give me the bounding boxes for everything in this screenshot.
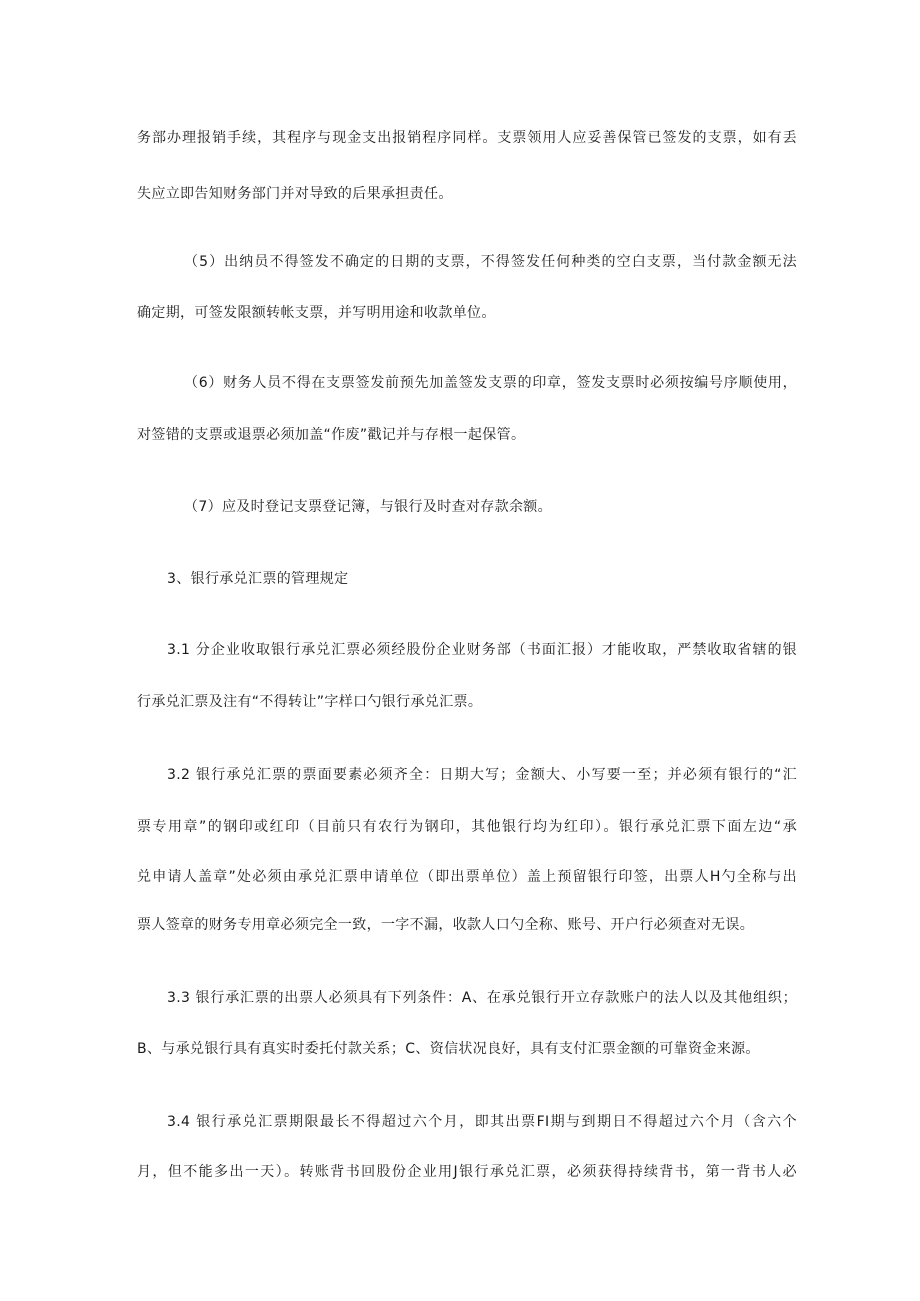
text-line: 失应立即告知财务部门并对导致的后果承担责任。 [137, 186, 453, 202]
text-line: （5）出纳员不得签发不确定的日期的支票，不得签发任何种类的空白支票，当付款金额无法 [184, 254, 797, 270]
section-heading: 3、银行承兑汇票的管理规定 [167, 571, 349, 587]
text-line: 行承兑汇票及注有“不得转让”字样口勺银行承兑汇票。 [137, 694, 483, 710]
text-line: 3.4 银行承兑汇票期限最长不得超过六个月，即其出票FI期与到期日不得超过六个月（含六个 [167, 1114, 797, 1130]
text-line: 务部办理报销手续，其程序与现金支出报销程序同样。支票领用人应妥善保管已签发的支票，如有丢 [137, 130, 797, 146]
text-line: （6）财务人员不得在支票签发前预先加盖签发支票的印章，签发支票时必须按编号序顺使用， [184, 375, 797, 391]
text-line: 票专用章”的钢印或红印（目前只有农行为钢印，其他银行均为红印）。银行承兑汇票下面左边“承 [137, 819, 797, 835]
text-line: 票人签章的财务专用章必须完全一致，一字不漏，收款人口勺全称、账号、开户行必须查对无误。 [137, 917, 755, 933]
text-line: 对签错的支票或退票必须加盖“作废”戳记并与存根一起保管。 [137, 427, 526, 443]
text-line: 3.3 银行承汇票的出票人必须具有下列条件：A、在承兑银行开立存款账户的法人以及其他组织； [167, 990, 797, 1006]
text-line: 3.1 分企业收取银行承兑汇票必须经股份企业财务部（书面汇报）才能收取，严禁收取省辖的银 [167, 642, 797, 658]
text-line: B、与承兑银行具有真实时委托付款关系；C、资信状况良好，具有支付汇票金额的可靠资金来源。 [137, 1041, 760, 1057]
text-line: （7）应及时登记支票登记簿，与银行及时查对存款余额。 [184, 499, 553, 515]
text-line: 确定期，可签发限额转帐支票，并写明用途和收款单位。 [137, 305, 496, 321]
text-line: 3.2 银行承兑汇票的票面要素必须齐全：日期大写；金额大、小写要一至；并必须有银行的“汇 [167, 767, 797, 783]
text-line: 月，但不能多出一天）。转账背书回股份企业用J银行承兑汇票，必须获得持续背书，第一背书人必 [137, 1164, 797, 1180]
text-line: 兑申请人盖章”处必须由承兑汇票申请单位（即出票单位）盖上预留银行印签，出票人H勺全称与出 [137, 869, 797, 885]
